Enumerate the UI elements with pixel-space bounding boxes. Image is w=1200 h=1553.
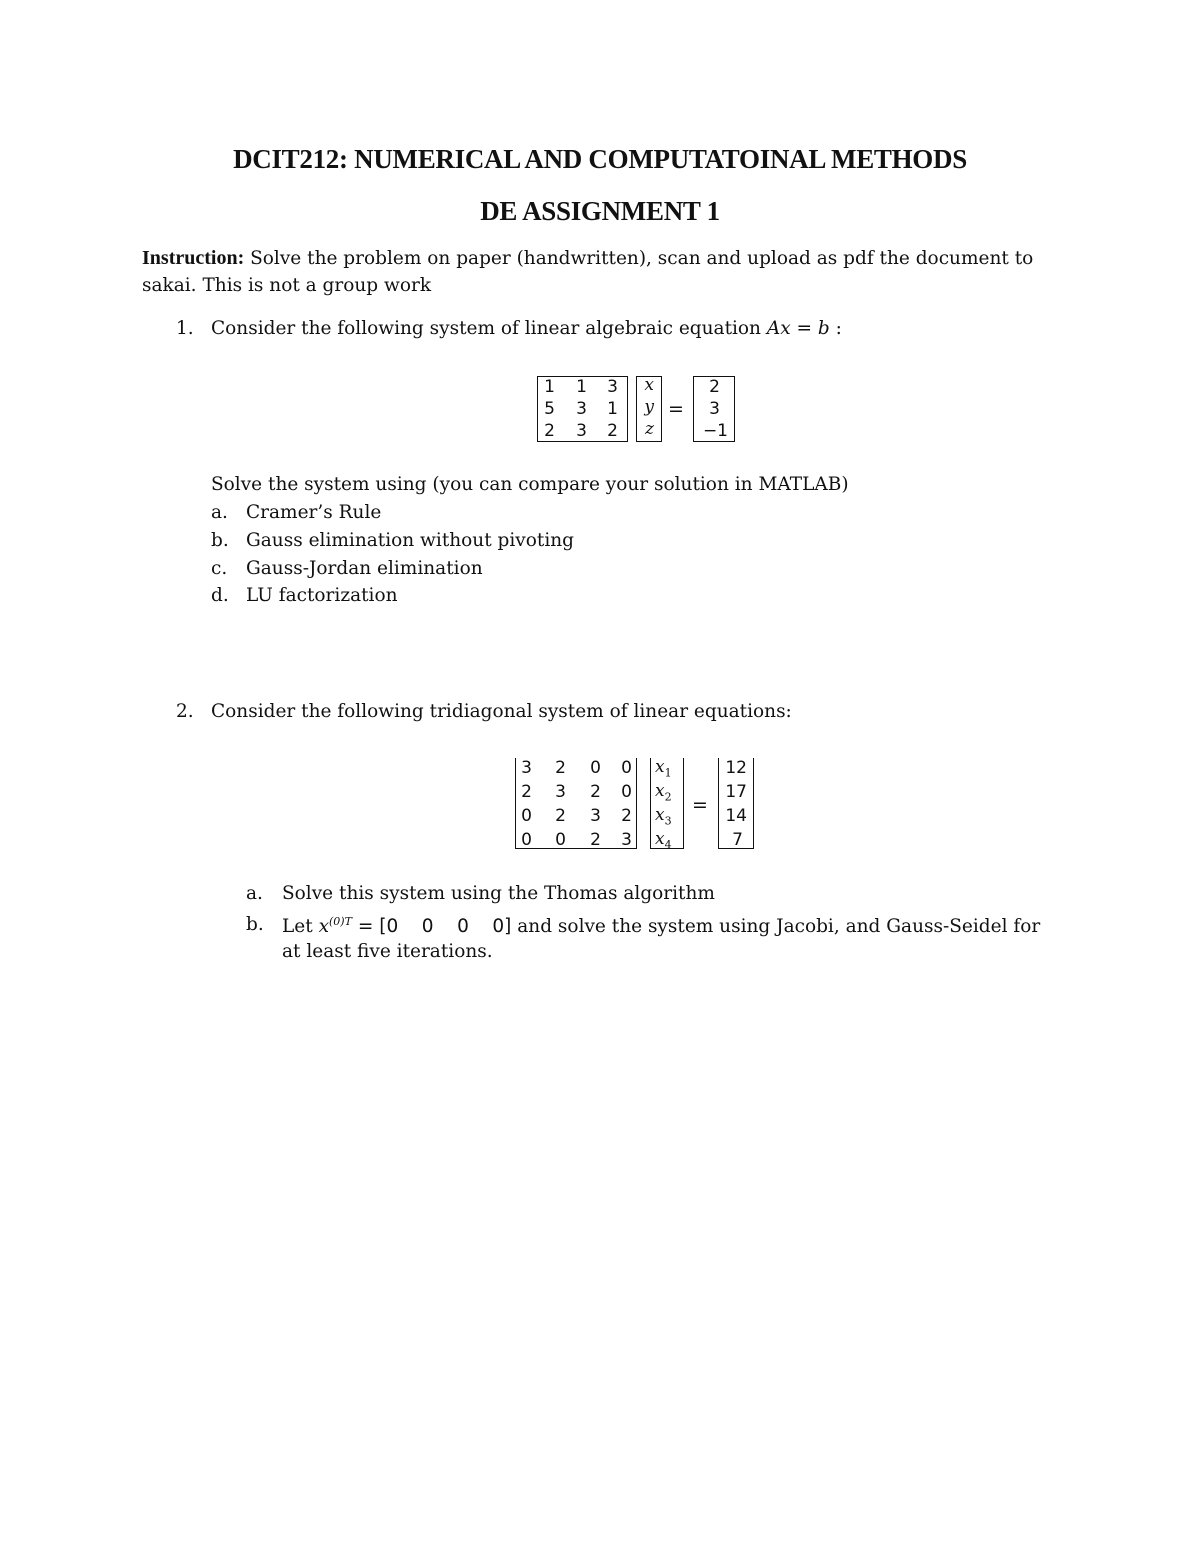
- rhs-cell: 7: [732, 830, 743, 850]
- assignment-title: DE ASSIGNMENT 1: [480, 196, 720, 226]
- matrix-cell: 0: [521, 830, 532, 850]
- list-item: Gauss-Jordan elimination: [246, 558, 483, 579]
- rhs-cell: 17: [725, 782, 747, 802]
- matrix-a-cell: 2: [544, 421, 555, 441]
- vector-b-cell: 3: [709, 399, 720, 419]
- equals-sign: =: [692, 794, 708, 816]
- list-marker: a.: [246, 883, 263, 904]
- matrix-cell: 3: [555, 782, 566, 802]
- initial-guess-vector: [0 0 0 0]: [379, 916, 512, 938]
- course-title: DCIT212: NUMERICAL AND COMPUTATOINAL METHODS: [233, 144, 967, 174]
- list-marker: a.: [211, 502, 228, 523]
- matrix-cell: 0: [590, 758, 601, 778]
- matrix-a-cell: 2: [607, 421, 618, 441]
- list-marker: b.: [211, 530, 229, 551]
- vector-x-cell: x: [644, 375, 654, 395]
- initial-guess-symbol: $x^{(0)T}$: [318, 915, 352, 938]
- rhs-cell: 12: [725, 758, 747, 778]
- vector-x-cell: y: [644, 397, 654, 417]
- list-item: Gauss elimination without pivoting: [246, 530, 574, 551]
- let-word: Let: [282, 916, 313, 938]
- instruction-text: Solve the problem on paper (handwritten), scan and upload as pdf the document to: [250, 248, 1034, 269]
- list-marker: b.: [246, 914, 264, 935]
- list-item: Cramer’s Rule: [246, 502, 382, 523]
- list-item-b-text: and solve the system using Jacobi, and Gauss-Seidel for: [517, 916, 1041, 938]
- equals-sign: =: [357, 916, 374, 938]
- list-item: Solve this system using the Thomas algorithm: [282, 883, 715, 904]
- matrix-cell: 2: [590, 830, 601, 850]
- rhs-cell: 14: [725, 806, 747, 826]
- list-item-b-line-2: at least five iterations.: [282, 941, 493, 962]
- matrix-cell: 3: [590, 806, 601, 826]
- rhs-vector: [718, 758, 754, 849]
- matrix-cell: 2: [621, 806, 632, 826]
- tridiagonal-matrix: [515, 758, 637, 849]
- matrix-a-cell: 3: [576, 399, 587, 419]
- matrix-cell: 2: [555, 758, 566, 778]
- matrix-cell: 3: [521, 758, 532, 778]
- matrix-cell: 2: [521, 782, 532, 802]
- vector-b: [693, 376, 735, 442]
- instruction-line-1: [142, 248, 1033, 269]
- matrix-cell: 0: [521, 806, 532, 826]
- vector-x: [636, 376, 662, 442]
- matrix-cell: 0: [621, 782, 632, 802]
- instruction-line-2: sakai. This is not a group work: [142, 275, 432, 296]
- question-1-text: [211, 320, 842, 339]
- question-1-number: 1.: [176, 318, 194, 339]
- vector-b-cell: −1: [702, 421, 728, 441]
- matrix-a-cell: 1: [607, 399, 618, 419]
- vector-x-cell: z: [645, 419, 654, 439]
- list-item-b-line-1: [282, 916, 1040, 937]
- question-2-number: 2.: [176, 701, 194, 722]
- matrix-cell: 0: [555, 830, 566, 850]
- matrix-a-cell: 1: [544, 377, 555, 397]
- matrix-a-cell: 3: [607, 377, 618, 397]
- matrix-cell: 2: [590, 782, 601, 802]
- matrix-a-cell: 3: [576, 421, 587, 441]
- list-marker: d.: [211, 585, 229, 606]
- question-2-text: Consider the following tridiagonal system of linear equations:: [211, 701, 792, 722]
- matrix-cell: 3: [621, 830, 632, 850]
- list-marker: c.: [211, 558, 228, 579]
- equals-sign: =: [668, 398, 684, 420]
- question-1-solve-text: Solve the system using (you can compare your solution in MATLAB): [211, 474, 849, 495]
- question-1-prompt: Consider the following system of linear algebraic equation: [211, 318, 761, 339]
- unknown-cell: $x_1$: [655, 757, 672, 780]
- matrix-a-cell: 5: [544, 399, 555, 419]
- unknown-cell: $x_3$: [655, 805, 672, 828]
- matrix-a: [537, 376, 628, 442]
- unknown-cell: $x_2$: [655, 781, 672, 804]
- question-1-colon: :: [835, 318, 842, 339]
- matrix-cell: 0: [621, 758, 632, 778]
- unknown-cell: $x_4$: [655, 829, 672, 852]
- list-item: LU factorization: [246, 585, 398, 606]
- matrix-a-cell: 1: [576, 377, 587, 397]
- unknowns-vector: [650, 757, 684, 852]
- vector-b-cell: 2: [709, 377, 720, 397]
- matrix-cell: 2: [555, 806, 566, 826]
- question-1-equation: Ax = b: [766, 318, 830, 339]
- instruction-label: Instruction:: [142, 247, 245, 269]
